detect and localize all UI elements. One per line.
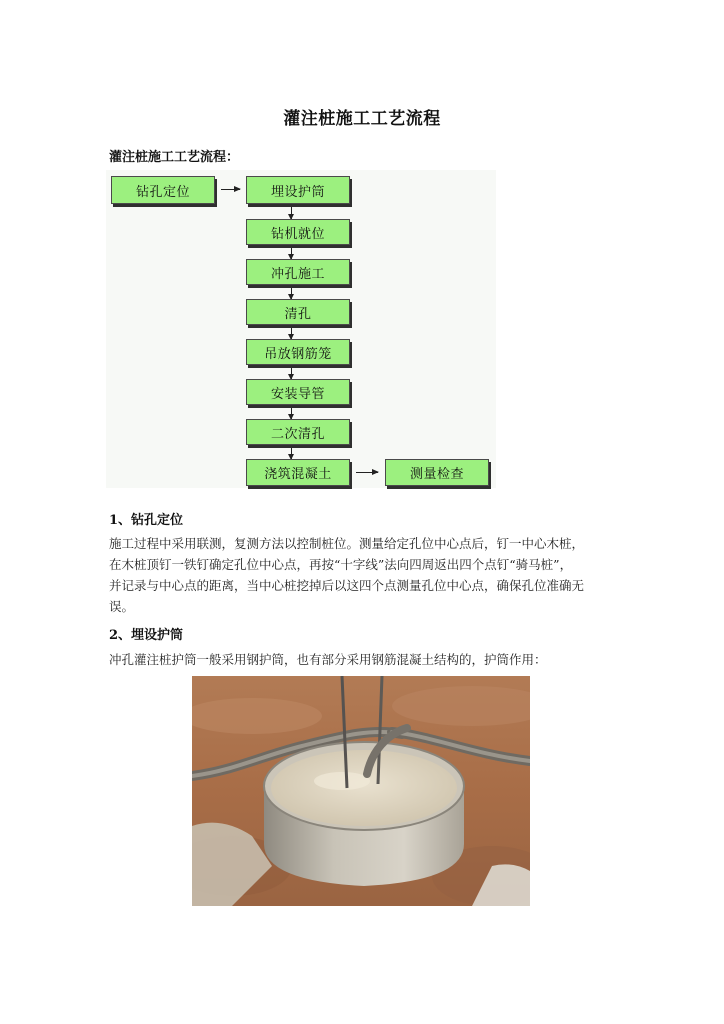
paragraph-line: 在木桩顶钉一铁钉确定孔位中心点，再按“十字线”法向四周返出四个点钉“骑马桩”， bbox=[109, 557, 573, 572]
section-paragraph bbox=[109, 649, 629, 670]
flow-arrow-down bbox=[291, 408, 292, 419]
flow-arrow-down bbox=[291, 368, 292, 379]
steel-casing-photo bbox=[192, 676, 530, 906]
section-paragraph bbox=[109, 533, 629, 617]
flow-arrow-down bbox=[291, 448, 292, 459]
paragraph-line: 并记录与中心点的距离，当中心桩挖掉后以这四个点测量孔位中心点，确保孔位准确无 bbox=[109, 578, 585, 593]
flow-step-hole-cleaning: 清孔 bbox=[246, 299, 350, 325]
flow-arrow-down bbox=[291, 328, 292, 339]
flow-step-drill-positioning: 钻孔定位 bbox=[111, 176, 215, 204]
section-heading: 1、钻孔定位 bbox=[109, 513, 184, 528]
paragraph-line: 施工过程中采用联测，复测方法以控制桩位。测量给定孔位中心点后，钉一中心木桩， bbox=[109, 536, 585, 551]
flow-step-rebar-cage: 吊放钢筋笼 bbox=[246, 339, 350, 365]
flow-step-casing: 埋设护筒 bbox=[246, 176, 350, 204]
flow-step-measurement-check: 测量检查 bbox=[385, 459, 489, 486]
flow-arrow-right bbox=[356, 472, 378, 473]
flow-step-tremie-pipe: 安装导管 bbox=[246, 379, 350, 405]
flow-step-second-cleaning: 二次清孔 bbox=[246, 419, 350, 445]
flow-arrow-down bbox=[291, 207, 292, 219]
document-title: 灌注桩施工工艺流程 bbox=[283, 109, 441, 129]
flow-step-punching: 冲孔施工 bbox=[246, 259, 350, 285]
flow-arrow-right bbox=[221, 189, 240, 190]
flow-arrow-down bbox=[291, 248, 292, 259]
paragraph-line: 冲孔灌注桩护筒一般采用钢护筒，也有部分采用钢筋混凝土结构的，护筒作用： bbox=[109, 652, 547, 667]
section-heading: 2、埋设护筒 bbox=[109, 628, 184, 643]
flow-step-concrete-pouring: 浇筑混凝土 bbox=[246, 459, 350, 486]
paragraph-line: 误。 bbox=[109, 599, 135, 614]
flow-arrow-down bbox=[291, 288, 292, 299]
flowchart-caption: 灌注桩施工工艺流程： bbox=[109, 150, 240, 165]
flow-step-rig-setup: 钻机就位 bbox=[246, 219, 350, 245]
